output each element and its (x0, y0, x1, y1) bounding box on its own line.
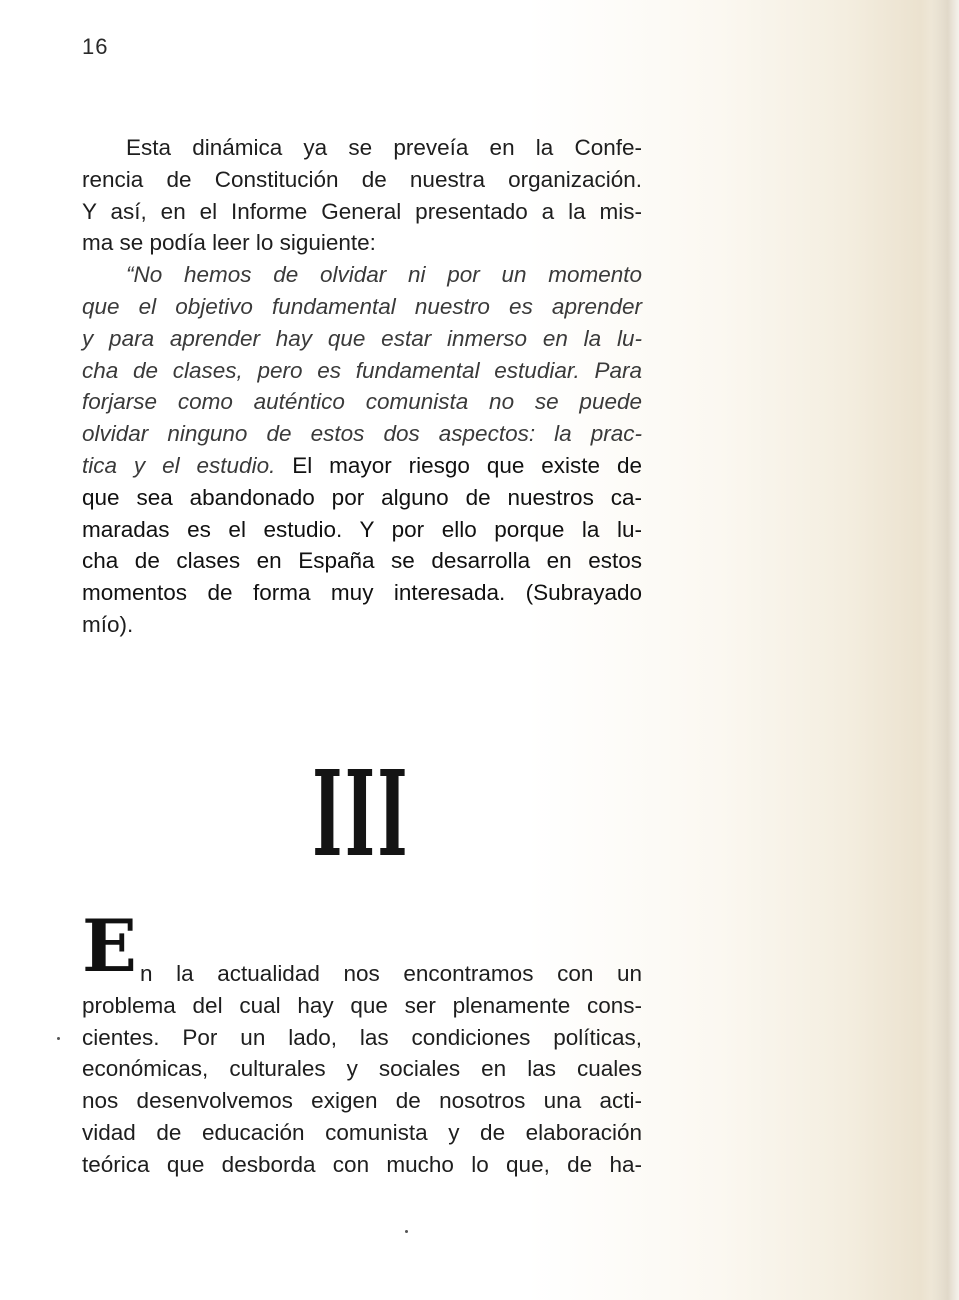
text-line: nos desenvolvemos exigen de nosotros una acti- (82, 1088, 642, 1114)
body-text-upper (82, 132, 642, 641)
text-line: problema del cual hay que ser plenamente cons- (82, 992, 642, 1018)
quote-line: que sea abandonado por alguno de nuestros ca- (82, 484, 642, 510)
text-line: económicas, culturales y sociales en las cuales (82, 1056, 642, 1082)
quote-line: mío). (82, 611, 134, 637)
quote-line: momentos de forma muy interesada. (Subrayado (82, 580, 642, 606)
page-fold-shadow (931, 0, 959, 1300)
chapter-numeral: III (312, 744, 410, 883)
text-line: Esta dinámica ya se preveía en la Confe- (126, 135, 642, 160)
text-line: n la actualidad nos encontramos con un (140, 961, 642, 986)
quote-italic-fragment: tica y el estudio. (82, 452, 276, 478)
drop-cap: E (82, 903, 137, 988)
text-line: rencia de Constitución de nuestra organización. (82, 166, 642, 192)
text-line: ma se podía leer lo siguiente: (82, 230, 376, 256)
page-number: 16 (82, 34, 109, 59)
quote-line: que el objetivo fundamental nuestro es aprender (82, 293, 642, 319)
paper-speck (405, 1230, 408, 1233)
quote-mixed-line (82, 450, 642, 482)
body-text-lower (82, 958, 642, 1181)
quote-line: olvidar ninguno de estos dos aspectos: la prac- (82, 421, 642, 447)
quote-line: cha de clases, pero es fundamental estudiar. Para (82, 357, 642, 383)
quote-regular-fragment: El mayor riesgo que existe de (275, 452, 642, 478)
text-line: cientes. Por un lado, las condiciones políticas, (82, 1024, 642, 1050)
quote-line: “No hemos de olvidar ni por un momento (126, 262, 642, 288)
quote-line: maradas es el estudio. Y por ello porque la lu- (82, 516, 642, 542)
quote-line: forjarse como auténtico comunista no se puede (82, 389, 642, 415)
paper-speck (57, 1037, 60, 1040)
text-line: Y así, en el Informe General presentado a la mis- (82, 198, 642, 224)
quote-line: y para aprender hay que estar inmerso en la lu- (82, 325, 642, 351)
text-line: teórica que desborda con mucho lo que, de ha- (82, 1151, 642, 1177)
text-line: vidad de educación comunista y de elaboración (82, 1119, 642, 1145)
quote-line: cha de clases en España se desarrolla en estos (82, 548, 642, 574)
